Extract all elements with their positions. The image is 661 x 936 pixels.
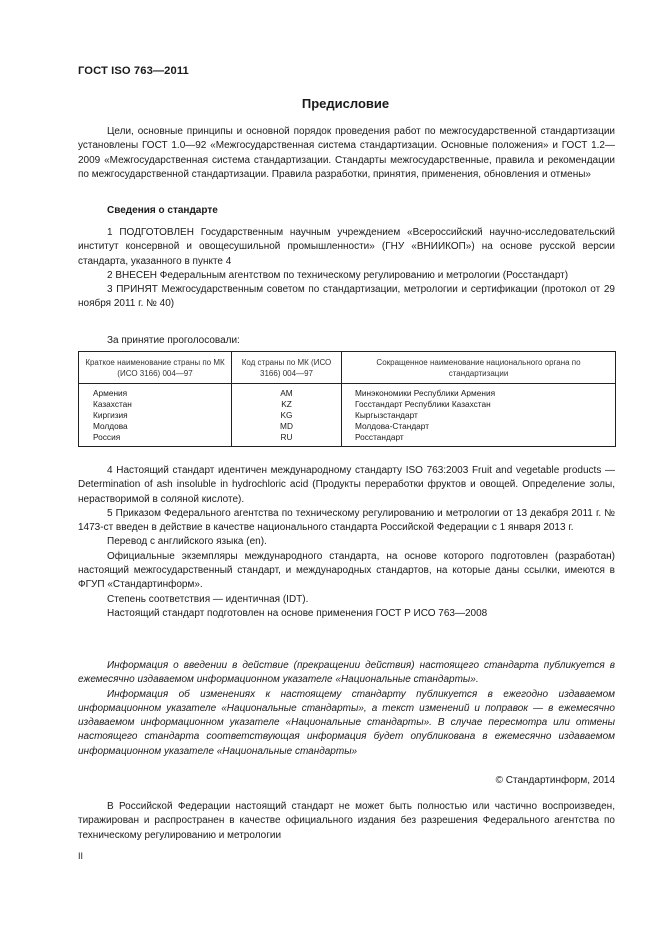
country-cell: Молдова: [79, 421, 232, 432]
basis-note: Настоящий стандарт подготовлен на основе применения ГОСТ Р ИСО 763—2008: [107, 607, 488, 619]
info-item-5: 5 Приказом Федерального агентства по техническому регулированию и метрологии от 13 декабря 2011 г. № 1473-ст введен в действие в качестве национального стандарта Российской Федерации с 1 января 2013 г.: [78, 507, 615, 534]
body-cell: Госстандарт Республики Казахстан: [342, 399, 616, 410]
table-row: [79, 399, 616, 410]
code-cell: KZ: [232, 399, 342, 410]
voting-table: [78, 351, 616, 447]
section-heading: Сведения о стандарте: [107, 205, 218, 216]
page-title: Предисловие: [301, 96, 390, 111]
info-item-3: 3 ПРИНЯТ Межгосударственным советом по стандартизации, метрологии и сертификации (протокол от 29 ноября 2011 г. № 40): [78, 284, 615, 310]
info-item-4: 4 Настоящий стандарт идентичен международному стандарту ISO 763:2003 Fruit and vegetable products — Determination of ash insoluble in hydrochloric acid (Продукты переработки фруктов и овощей. Определение золы, нерастворимой в соляной кислоте).: [78, 465, 615, 505]
table-row: [79, 432, 616, 447]
code-cell: AM: [232, 384, 342, 400]
column-header-code: Код страны по МК (ИСО 3166) 004—97: [232, 352, 342, 384]
intro-paragraph: [78, 125, 615, 182]
reproduction-notice-text: В Российской Федерации настоящий стандарт не может быть полностью или частично воспроизведен, тиражирован и распространен в качестве официального издания без разрешения Федерального агентства по техническому регулированию и метрологии: [78, 801, 615, 841]
official-copies-note: Официальные экземпляры международного стандарта, на основе которого подготовлен (разработан) настоящий межгосударственный стандарт, и международных стандартов, на которые даны ссылки, имеются в ФГУП «Стандартинформ».: [78, 550, 615, 591]
standard-info-items: [78, 226, 615, 312]
table-row: [79, 421, 616, 432]
body-cell: Росстандарт: [342, 432, 616, 447]
translation-note: Перевод с английского языка (en).: [107, 536, 267, 548]
country-cell: Киргизия: [79, 410, 232, 421]
code-cell: MD: [232, 421, 342, 432]
country-cell: Россия: [79, 432, 232, 447]
code-cell: RU: [232, 432, 342, 447]
code-cell: KG: [232, 410, 342, 421]
standard-info-items-continued: [78, 464, 615, 621]
copyright: © Стандартинформ, 2014: [495, 775, 615, 786]
publication-info-1: Информация о введении в действие (прекращении действия) настоящего стандарта публикуется в ежемесячно издаваемом информационном указателе «Национальные стандарты».: [78, 660, 615, 686]
table-header-row: [79, 352, 616, 384]
country-cell: Казахстан: [79, 399, 232, 410]
vote-label: За принятие проголосовали:: [107, 335, 240, 346]
table-row: [79, 384, 616, 400]
info-item-1: 1 ПОДГОТОВЛЕН Государственным научным учреждением «Всероссийский научно-исследовательский институт консервной и овощесушильной промышленности» (ГНУ «ВНИИКОП») на основе русской версии стандарта, указанного в пункте 4: [78, 227, 615, 267]
publication-info-2: Информация об изменениях к настоящему стандарту публикуется в ежегодно издаваемом информационном указателе «Национальные стандарты», а текст изменений и поправок — в ежемесячно издаваемом информационном указателе «Национальные стандарты». В случае пересмотра или отмены настоящего стандарта соответствующая информация будет опубликована в ежемесячно издаваемом информационном указателе «Национальные стандарты»: [78, 688, 615, 757]
document-code: ГОСТ ISO 763—2011: [78, 65, 189, 77]
country-cell: Армения: [79, 384, 232, 400]
body-cell: Молдова-Стандарт: [342, 421, 616, 432]
table-row: [79, 410, 616, 421]
intro-text: Цели, основные принципы и основной порядок проведения работ по межгосударственной стандартизации установлены ГОСТ 1.0—92 «Межгосударственная система стандартизации. Основные положения» и ГОСТ 1.2—2009 «Межгосударственная система стандартизации. Стандарты межгосударственные, правила и рекомендации по межгосударственной стандартизации. Правила разработки, принятия, применения, обновления и отмены»: [78, 126, 615, 180]
reproduction-notice: [78, 800, 615, 843]
body-cell: Кыргызстандарт: [342, 410, 616, 421]
body-cell: Минэкономики Республики Армения: [342, 384, 616, 400]
publication-info: [78, 659, 615, 759]
info-item-2: 2 ВНЕСЕН Федеральным агентством по техническому регулированию и метрологии (Росстандарт): [107, 269, 569, 281]
conformity-degree: Степень соответствия — идентичная (IDT).: [107, 593, 309, 605]
column-header-body: Сокращенное наименование национального органа по стандартизации: [342, 352, 616, 384]
column-header-country: Краткое наименование страны по МК (ИСО 3166) 004—97: [79, 352, 232, 384]
page-number: II: [78, 851, 84, 861]
